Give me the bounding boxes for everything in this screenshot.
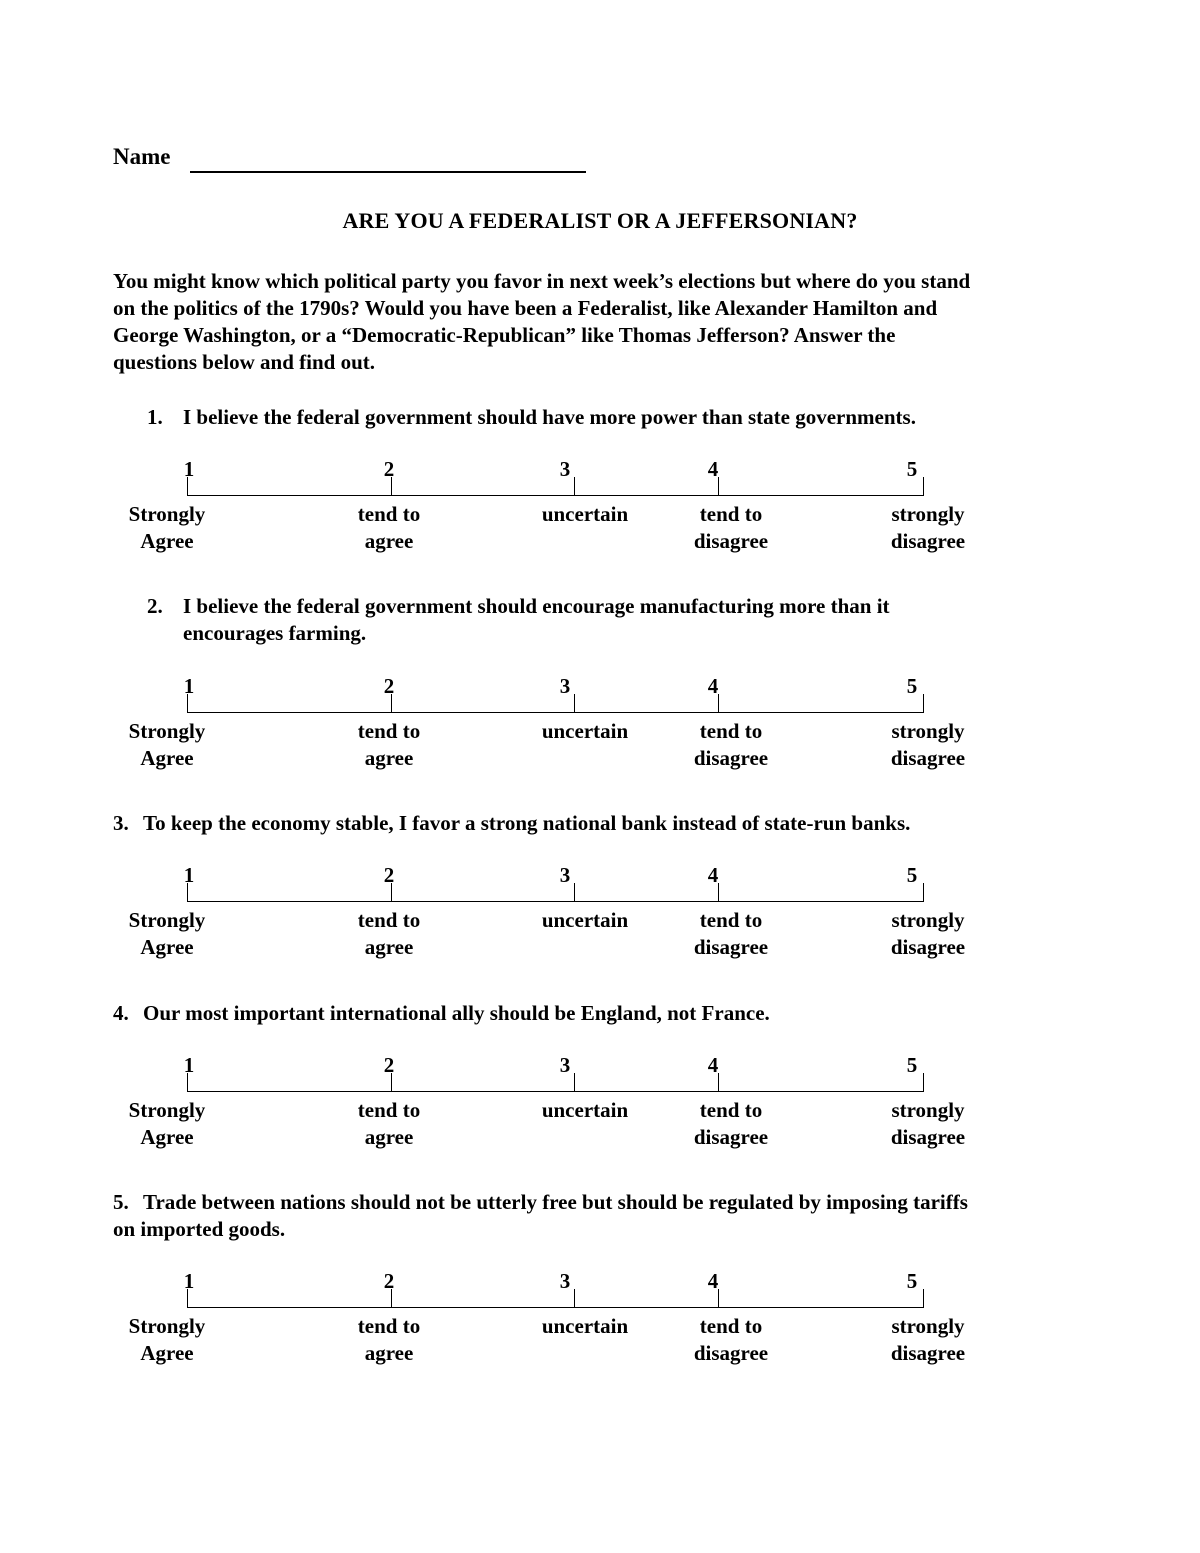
- scale-label-line: strongly: [891, 908, 965, 932]
- scale-label-2: [329, 1313, 449, 1367]
- scale-number-3: 3: [559, 863, 571, 887]
- scale-label-line: disagree: [890, 1125, 966, 1149]
- scale-tick-3[interactable]: [574, 1073, 575, 1092]
- scale-label-line: Agree: [140, 1341, 194, 1365]
- scale-label-line: strongly: [891, 1314, 965, 1338]
- scale-label-2: [329, 907, 449, 961]
- scale-label-line: strongly: [891, 1098, 965, 1122]
- question-text-line: To keep the economy stable, I favor a strong national bank instead of state-run banks.: [143, 811, 911, 835]
- scale-label-1: [107, 1097, 227, 1151]
- intro-line: You might know which political party you favor in next week’s elections but where do you stand: [113, 269, 971, 293]
- scale-line[interactable]: [187, 1307, 923, 1308]
- scale-label-line: tend to: [699, 719, 763, 743]
- scale-number-4: 4: [707, 1053, 719, 1077]
- rating-scale-3: [0, 863, 1200, 978]
- intro-line: on the politics of the 1790s? Would you have been a Federalist, like Alexander Hamilton and: [113, 296, 938, 320]
- scale-label-line: Agree: [140, 1125, 194, 1149]
- scale-number-5: 5: [906, 1053, 918, 1077]
- scale-number-1: 1: [183, 1269, 195, 1293]
- scale-line[interactable]: [187, 712, 923, 713]
- scale-number-3: 3: [559, 457, 571, 481]
- intro-line: questions below and find out.: [113, 350, 375, 374]
- scale-label-line: disagree: [693, 1125, 769, 1149]
- name-label: Name: [113, 144, 171, 169]
- scale-number-4: 4: [707, 863, 719, 887]
- scale-number-4: 4: [707, 457, 719, 481]
- scale-label-line: tend to: [699, 1098, 763, 1122]
- scale-number-1: 1: [183, 1053, 195, 1077]
- scale-label-1: [107, 718, 227, 772]
- scale-number-1: 1: [183, 674, 195, 698]
- scale-tick-5[interactable]: [923, 1289, 924, 1308]
- scale-label-line: Strongly: [128, 502, 206, 526]
- question-number: 2.: [147, 594, 163, 618]
- scale-label-1: [107, 907, 227, 961]
- scale-number-5: 5: [906, 863, 918, 887]
- scale-label-5: [868, 907, 988, 961]
- scale-label-4: [671, 1097, 791, 1151]
- scale-label-line: tend to: [357, 719, 421, 743]
- scale-tick-2[interactable]: [391, 883, 392, 902]
- scale-label-line: uncertain: [541, 1314, 629, 1338]
- question-2: [147, 593, 1097, 653]
- scale-label-line: Strongly: [128, 1098, 206, 1122]
- question-text: [183, 404, 916, 431]
- scale-tick-4[interactable]: [718, 883, 719, 902]
- scale-label-line: Agree: [140, 529, 194, 553]
- scale-label-line: strongly: [891, 719, 965, 743]
- scale-label-4: [671, 718, 791, 772]
- scale-tick-5[interactable]: [923, 694, 924, 713]
- scale-tick-4[interactable]: [718, 477, 719, 496]
- question-text-line: Trade between nations should not be utterly free but should be regulated by imposing tariffs: [143, 1190, 968, 1214]
- scale-tick-1[interactable]: [187, 1289, 188, 1308]
- intro-paragraph: [113, 268, 1093, 376]
- scale-number-1: 1: [183, 863, 195, 887]
- scale-line[interactable]: [187, 901, 923, 902]
- scale-tick-1[interactable]: [187, 1073, 188, 1092]
- scale-number-5: 5: [906, 674, 918, 698]
- scale-tick-4[interactable]: [718, 1289, 719, 1308]
- question-number: 1.: [147, 405, 163, 429]
- scale-tick-2[interactable]: [391, 1289, 392, 1308]
- scale-label-line: tend to: [699, 908, 763, 932]
- scale-tick-2[interactable]: [391, 1073, 392, 1092]
- scale-label-line: strongly: [891, 502, 965, 526]
- scale-label-4: [671, 907, 791, 961]
- scale-label-line: agree: [364, 1125, 414, 1149]
- scale-number-5: 5: [906, 457, 918, 481]
- question-text-line: I believe the federal government should encourage manufacturing more than it: [183, 594, 890, 618]
- scale-label-2: [329, 718, 449, 772]
- rating-scale-1: [0, 457, 1200, 572]
- scale-tick-5[interactable]: [923, 477, 924, 496]
- scale-number-2: 2: [383, 1269, 395, 1293]
- scale-tick-5[interactable]: [923, 1073, 924, 1092]
- scale-number-5: 5: [906, 1269, 918, 1293]
- scale-number-3: 3: [559, 674, 571, 698]
- scale-label-line: tend to: [699, 502, 763, 526]
- scale-number-4: 4: [707, 1269, 719, 1293]
- scale-tick-3[interactable]: [574, 694, 575, 713]
- scale-tick-3[interactable]: [574, 1289, 575, 1308]
- scale-label-line: uncertain: [541, 908, 629, 932]
- question-5: [113, 1189, 1103, 1249]
- scale-tick-3[interactable]: [574, 477, 575, 496]
- scale-number-3: 3: [559, 1269, 571, 1293]
- scale-label-3: [525, 501, 645, 528]
- scale-tick-2[interactable]: [391, 694, 392, 713]
- scale-label-line: agree: [364, 746, 414, 770]
- scale-tick-5[interactable]: [923, 883, 924, 902]
- question-3: [113, 810, 1103, 840]
- scale-tick-1[interactable]: [187, 883, 188, 902]
- question-text: [113, 1189, 968, 1243]
- scale-label-1: [107, 1313, 227, 1367]
- scale-label-line: disagree: [693, 746, 769, 770]
- question-text-line: I believe the federal government should have more power than state governments.: [183, 405, 916, 429]
- scale-number-4: 4: [707, 674, 719, 698]
- scale-label-2: [329, 501, 449, 555]
- scale-label-3: [525, 1097, 645, 1124]
- scale-label-line: disagree: [890, 935, 966, 959]
- scale-label-line: tend to: [357, 1314, 421, 1338]
- question-number: 3.: [113, 811, 129, 835]
- question-text: [183, 593, 890, 647]
- scale-label-line: Agree: [140, 935, 194, 959]
- scale-label-line: disagree: [693, 529, 769, 553]
- scale-label-5: [868, 501, 988, 555]
- scale-label-line: uncertain: [541, 502, 629, 526]
- scale-label-line: Agree: [140, 746, 194, 770]
- page-title: ARE YOU A FEDERALIST OR A JEFFERSONIAN?: [342, 208, 858, 233]
- scale-tick-1[interactable]: [187, 477, 188, 496]
- scale-label-line: uncertain: [541, 719, 629, 743]
- scale-label-3: [525, 1313, 645, 1340]
- scale-label-line: uncertain: [541, 1098, 629, 1122]
- question-text-line: Our most important international ally should be England, not France.: [143, 1001, 770, 1025]
- scale-tick-2[interactable]: [391, 477, 392, 496]
- scale-line[interactable]: [187, 495, 923, 496]
- scale-label-line: disagree: [890, 529, 966, 553]
- scale-tick-4[interactable]: [718, 1073, 719, 1092]
- question-text: [143, 1000, 770, 1027]
- scale-number-1: 1: [183, 457, 195, 481]
- scale-label-line: Strongly: [128, 719, 206, 743]
- scale-label-line: disagree: [693, 1341, 769, 1365]
- scale-label-line: disagree: [890, 746, 966, 770]
- scale-label-5: [868, 718, 988, 772]
- scale-label-5: [868, 1313, 988, 1367]
- question-text: [143, 810, 910, 837]
- scale-label-line: tend to: [357, 502, 421, 526]
- scale-label-line: agree: [364, 1341, 414, 1365]
- scale-number-2: 2: [383, 863, 395, 887]
- rating-scale-5: [0, 1269, 1200, 1384]
- scale-number-2: 2: [383, 457, 395, 481]
- scale-label-4: [671, 501, 791, 555]
- scale-tick-3[interactable]: [574, 883, 575, 902]
- question-4: [113, 1000, 1103, 1030]
- scale-number-2: 2: [383, 1053, 395, 1077]
- scale-tick-1[interactable]: [187, 694, 188, 713]
- scale-label-line: tend to: [357, 908, 421, 932]
- scale-label-3: [525, 907, 645, 934]
- rating-scale-2: [0, 674, 1200, 789]
- question-number: 5.: [113, 1190, 129, 1214]
- scale-tick-4[interactable]: [718, 694, 719, 713]
- scale-label-line: agree: [364, 529, 414, 553]
- question-number: 4.: [113, 1001, 129, 1025]
- scale-label-line: disagree: [890, 1341, 966, 1365]
- scale-label-2: [329, 1097, 449, 1151]
- scale-label-4: [671, 1313, 791, 1367]
- scale-number-2: 2: [383, 674, 395, 698]
- scale-label-line: Strongly: [128, 908, 206, 932]
- scale-label-3: [525, 718, 645, 745]
- scale-number-3: 3: [559, 1053, 571, 1077]
- scale-label-line: tend to: [357, 1098, 421, 1122]
- question-text-line: on imported goods.: [113, 1217, 286, 1241]
- question-1: [147, 404, 1097, 434]
- intro-line: George Washington, or a “Democratic-Republican” like Thomas Jefferson? Answer the: [113, 323, 896, 347]
- name-blank-line[interactable]: [190, 171, 586, 173]
- scale-label-5: [868, 1097, 988, 1151]
- question-text-line: encourages farming.: [183, 621, 367, 645]
- scale-label-line: Strongly: [128, 1314, 206, 1338]
- scale-label-line: tend to: [699, 1314, 763, 1338]
- scale-line[interactable]: [187, 1091, 923, 1092]
- scale-label-line: agree: [364, 935, 414, 959]
- scale-label-line: disagree: [693, 935, 769, 959]
- scale-label-1: [107, 501, 227, 555]
- rating-scale-4: [0, 1053, 1200, 1168]
